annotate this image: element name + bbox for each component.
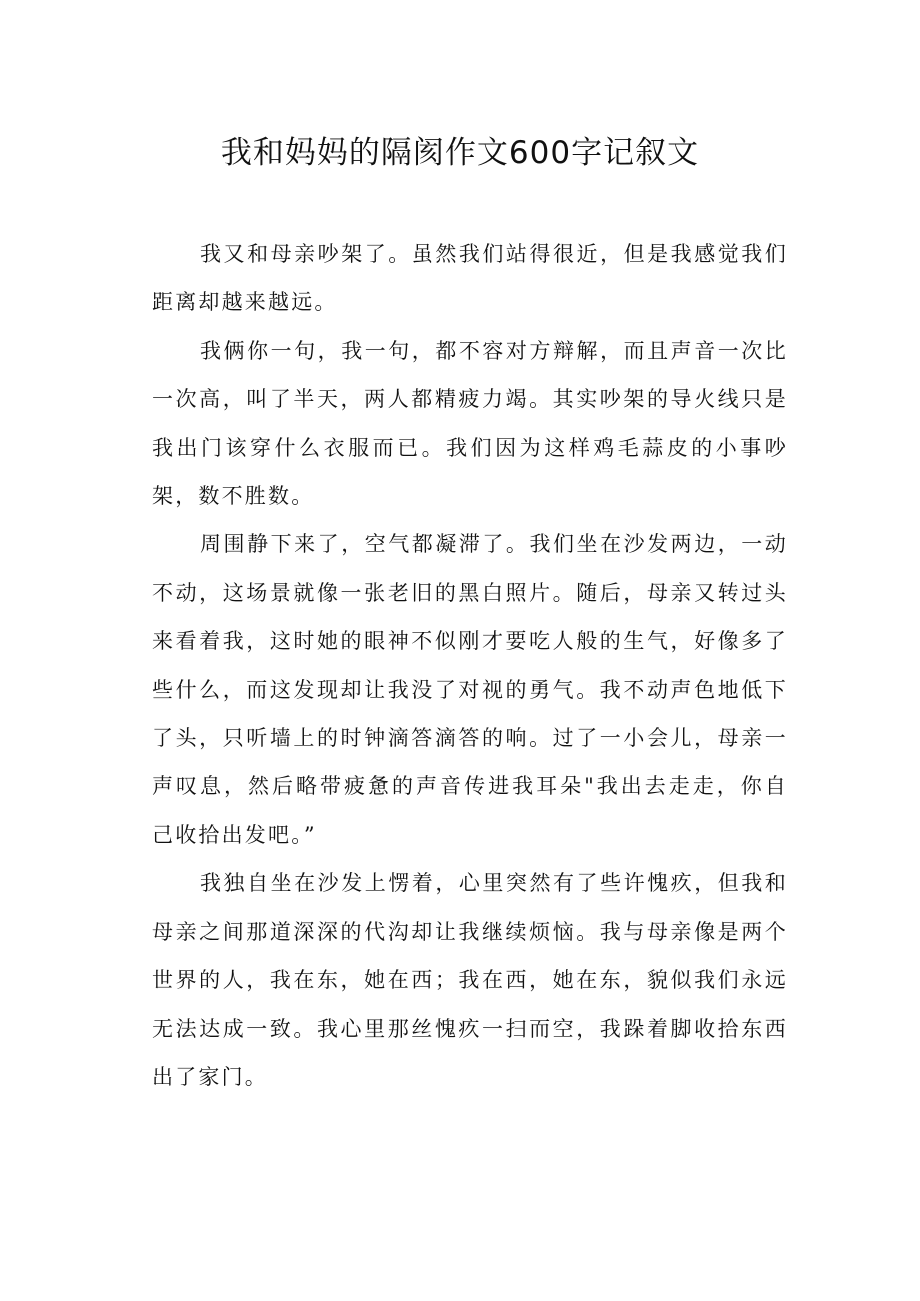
- paragraph-2: 我俩你一句，我一句，都不容对方辩解，而且声音一次比一次高，叫了半天，两人都精疲力竭。其实吵架的导火线只是我出门该穿什么衣服而已。我们因为这样鸡毛蒜皮的小事吵架，数不胜数。: [152, 338, 788, 509]
- paragraph-4: 我独自坐在沙发上愣着，心里突然有了些许愧疚，但我和母亲之间那道深深的代沟却让我继续烦恼。我与母亲像是两个世界的人，我在东，她在西；我在西，她在东，貌似我们永远无法达成一致。我心里那丝愧疚一扫而空，我跺着脚收拾东西出了家门。: [152, 871, 788, 1089]
- paragraph-1: 我又和母亲吵架了。虽然我们站得很近，但是我感觉我们距离却越来越远。: [152, 242, 788, 315]
- paragraph-3: 周围静下来了，空气都凝滞了。我们坐在沙发两边，一动不动，这场景就像一张老旧的黑白照片。随后，母亲又转过头来看着我，这时她的眼神不似刚才要吃人般的生气，好像多了些什么，而这发现却让我没了对视的勇气。我不动声色地低下了头，只听墙上的时钟滴答滴答的响。过了一小会儿，母亲一声叹息，然后略带疲惫的声音传进我耳朵"我出去走走，你自己收拾出发吧。”: [152, 532, 788, 847]
- document-title: 我和妈妈的隔阂作文600字记叙文: [220, 135, 700, 171]
- document-body: [152, 230, 788, 1101]
